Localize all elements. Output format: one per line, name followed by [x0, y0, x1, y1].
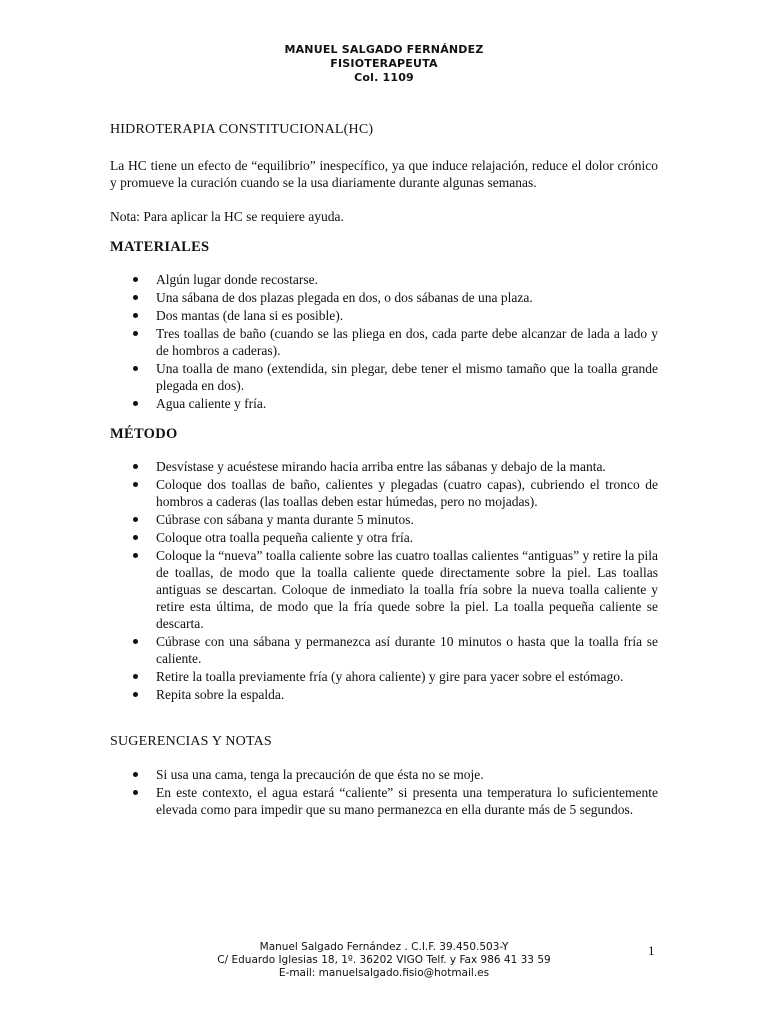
materiales-list [110, 271, 658, 412]
bullet-icon [133, 553, 138, 558]
note-paragraph: Nota: Para aplicar la HC se requiere ayuda. [110, 209, 344, 224]
list-item-text: Coloque dos toallas de baño, calientes y plegadas (cuatro capas), cubriendo el tronco de hombros a caderas (las toallas deben estar húmedas, pero no mojadas). [156, 477, 658, 509]
intro-paragraph: La HC tiene un efecto de “equilibrio” inespecífico, ya que induce relajación, reduce el dolor crónico y promueve la curación cuando se la usa diariamente durante algunas semanas. [110, 158, 658, 190]
list-item-text: Cúbrase con sábana y manta durante 5 minutos. [156, 512, 414, 527]
list-item-text: Cúbrase con una sábana y permanezca así durante 10 minutos o hasta que la toalla fría se caliente. [156, 634, 658, 666]
footer-company: Manuel Salgado Fernández . C.I.F. 39.450.503-Y [259, 941, 509, 953]
bullet-icon [133, 277, 138, 282]
list-item-text: Una sábana de dos plazas plegada en dos, o dos sábanas de una plaza. [156, 290, 533, 305]
list-item [110, 289, 658, 306]
list-item [110, 547, 658, 632]
sugerencias-list [110, 766, 658, 818]
list-item [110, 360, 658, 394]
list-item [110, 686, 658, 703]
bullet-icon [133, 401, 138, 406]
bullet-icon [133, 674, 138, 679]
list-item [110, 511, 658, 528]
list-item-text: Si usa una cama, tenga la precaución de que ésta no se moje. [156, 767, 484, 782]
list-item-text: Repita sobre la espalda. [156, 687, 285, 702]
list-item [110, 307, 658, 324]
list-item-text: Agua caliente y fría. [156, 396, 267, 411]
bullet-icon [133, 464, 138, 469]
list-item-text: Coloque la “nueva” toalla caliente sobre las cuatro toallas calientes “antiguas” y retire la pila de toallas, de modo que la toalla caliente quede directamente sobre la piel. Las toallas antiguas se descartan. Coloque de inmediato la toalla fría sobre la nueva toalla caliente y retire esta última, de modo que la fría quede sobre la piel. La toalla pequeña caliente se descarta. [156, 548, 658, 631]
main-content [110, 121, 658, 819]
metodo-heading: MÉTODO [110, 426, 178, 442]
list-item-text: Retire la toalla previamente fría (y ahora caliente) y gire para yacer sobre el estómago. [156, 669, 624, 684]
sugerencias-heading: SUGERENCIAS Y NOTAS [110, 734, 272, 749]
list-item [110, 476, 658, 510]
bullet-icon [133, 482, 138, 487]
bullet-icon [133, 331, 138, 336]
bullet-icon [133, 313, 138, 318]
footer-address: C/ Eduardo Iglesias 18, 1º. 36202 VIGO Telf. y Fax 986 41 33 59 [217, 954, 551, 966]
bullet-icon [133, 535, 138, 540]
bullet-icon [133, 639, 138, 644]
bullet-icon [133, 517, 138, 522]
bullet-icon [133, 772, 138, 777]
list-item [110, 784, 658, 818]
list-item [110, 325, 658, 359]
list-item-text: Algún lugar donde recostarse. [156, 272, 318, 287]
list-item [110, 395, 658, 412]
letterhead [0, 43, 768, 85]
list-item [110, 668, 658, 685]
list-item-text: Desvístase y acuéstese mirando hacia arriba entre las sábanas y debajo de la manta. [156, 459, 606, 474]
list-item [110, 529, 658, 546]
materiales-heading: MATERIALES [110, 239, 210, 255]
list-item-text: Tres toallas de baño (cuando se las pliega en dos, cada parte debe alcanzar de lada a lado y de hombros a caderas). [156, 326, 658, 358]
author-title: FISIOTERAPEUTA [330, 57, 438, 70]
list-item-text: Dos mantas (de lana si es posible). [156, 308, 344, 323]
list-item [110, 271, 658, 288]
bullet-icon [133, 790, 138, 795]
footer-email: E-mail: manuelsalgado.fisio@hotmail.es [278, 967, 490, 979]
list-item-text: Una toalla de mano (extendida, sin plegar, debe tener el mismo tamaño que la toalla grande plegada en dos). [156, 361, 658, 393]
list-item-text: Coloque otra toalla pequeña caliente y otra fría. [156, 530, 414, 545]
college-number: Col. 1109 [354, 71, 414, 84]
document-title: HIDROTERAPIA CONSTITUCIONAL(HC) [110, 122, 374, 137]
page-number: 1 [648, 943, 655, 958]
list-item [110, 633, 658, 667]
author-name: MANUEL SALGADO FERNÁNDEZ [284, 43, 484, 56]
list-item-text: En este contexto, el agua estará “caliente” si presenta una temperatura lo suficientemente elevada como para impedir que su mano permanezca en ella durante más de 5 segundos. [156, 785, 658, 817]
bullet-icon [133, 295, 138, 300]
metodo-list [110, 458, 658, 703]
bullet-icon [133, 366, 138, 371]
bullet-icon [133, 692, 138, 697]
list-item [110, 766, 658, 783]
list-item [110, 458, 658, 475]
